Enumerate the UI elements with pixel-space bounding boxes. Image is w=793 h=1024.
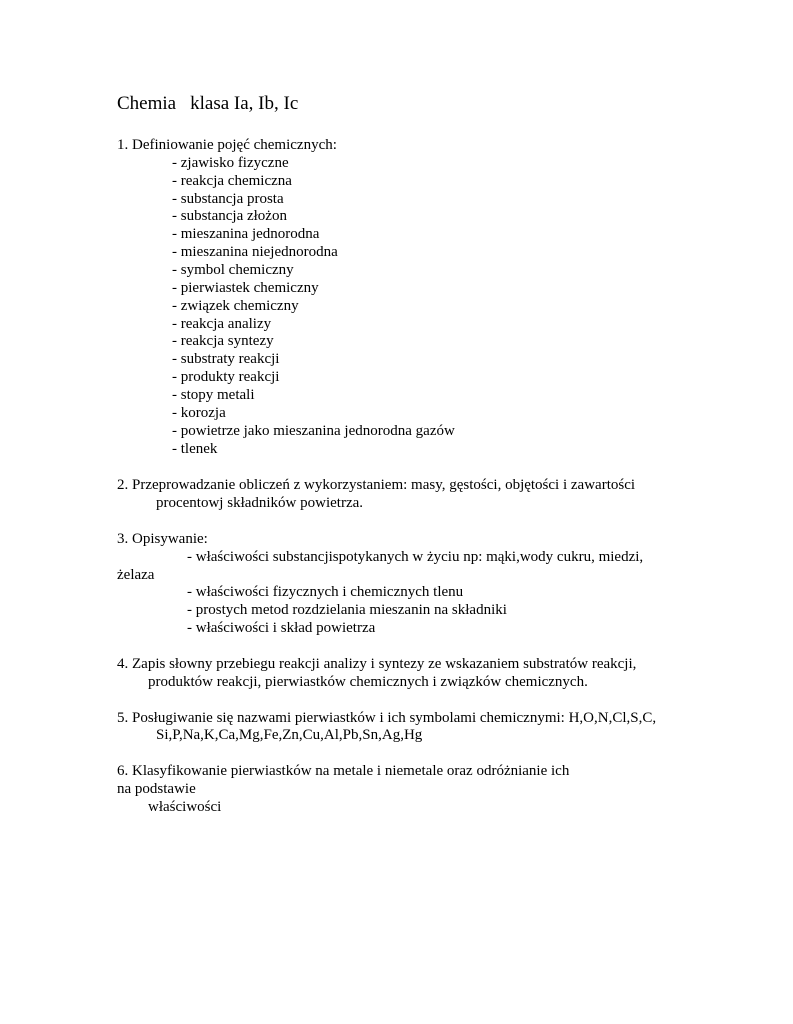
section-4-line-2: produktów reakcji, pierwiastków chemicznych i związków chemicznych. bbox=[148, 674, 588, 690]
section-3-heading: 3. Opisywanie: bbox=[117, 531, 208, 547]
list-item: - pierwiastek chemiczny bbox=[172, 280, 319, 296]
section-5-line-1: 5. Posługiwanie się nazwami pierwiastków i ich symbolami chemicznymi: H,O,N,Cl,S,C, bbox=[117, 710, 657, 726]
list-item: - reakcja chemiczna bbox=[172, 173, 292, 189]
list-item-continuation: żelaza bbox=[117, 567, 155, 583]
list-item: - zjawisko fizyczne bbox=[172, 155, 289, 171]
list-item: - reakcja analizy bbox=[172, 316, 272, 332]
list-item: - powietrze jako mieszanina jednorodna gazów bbox=[172, 423, 455, 439]
list-item: - korozja bbox=[172, 405, 226, 421]
section-6-line-3: właściwości bbox=[148, 799, 222, 815]
list-item: - stopy metali bbox=[172, 387, 255, 403]
list-item: - właściwości i skład powietrza bbox=[187, 620, 376, 636]
list-item: - właściwości fizycznych i chemicznych tlenu bbox=[187, 584, 464, 600]
list-item: - produkty reakcji bbox=[172, 369, 280, 385]
section-5-line-2: Si,P,Na,K,Ca,Mg,Fe,Zn,Cu,Al,Pb,Sn,Ag,Hg bbox=[156, 727, 423, 743]
section-4-line-1: 4. Zapis słowny przebiegu reakcji analizy i syntezy ze wskazaniem substratów reakcji, bbox=[117, 656, 637, 672]
list-item: - substraty reakcji bbox=[172, 351, 280, 367]
list-item: - substancja złożon bbox=[172, 208, 287, 224]
section-6-line-1: 6. Klasyfikowanie pierwiastków na metale i niemetale oraz odróżnianie ich bbox=[117, 763, 570, 779]
title-classes: klasa Ia, Ib, Ic bbox=[190, 93, 299, 114]
list-item: - substancja prosta bbox=[172, 191, 284, 207]
section-1-heading: 1. Definiowanie pojęć chemicznych: bbox=[117, 137, 337, 153]
title-subject: Chemia bbox=[117, 93, 177, 114]
list-item: - właściwości substancjispotykanych w życiu np: mąki,wody cukru, miedzi, bbox=[187, 549, 644, 565]
list-item: - reakcja syntezy bbox=[172, 333, 274, 349]
list-item: - mieszanina niejednorodna bbox=[172, 244, 338, 260]
section-2-line-1: 2. Przeprowadzanie obliczeń z wykorzystaniem: masy, gęstości, objętości i zawartości bbox=[117, 477, 636, 493]
list-item: - prostych metod rozdzielania mieszanin na składniki bbox=[187, 602, 507, 618]
list-item: - symbol chemiczny bbox=[172, 262, 294, 278]
list-item: - tlenek bbox=[172, 441, 218, 457]
section-6-line-2: na podstawie bbox=[117, 781, 196, 797]
page-title bbox=[117, 93, 298, 115]
list-item: - związek chemiczny bbox=[172, 298, 299, 314]
list-item: - mieszanina jednorodna bbox=[172, 226, 320, 242]
section-2-line-2: procentowj składników powietrza. bbox=[156, 495, 364, 511]
